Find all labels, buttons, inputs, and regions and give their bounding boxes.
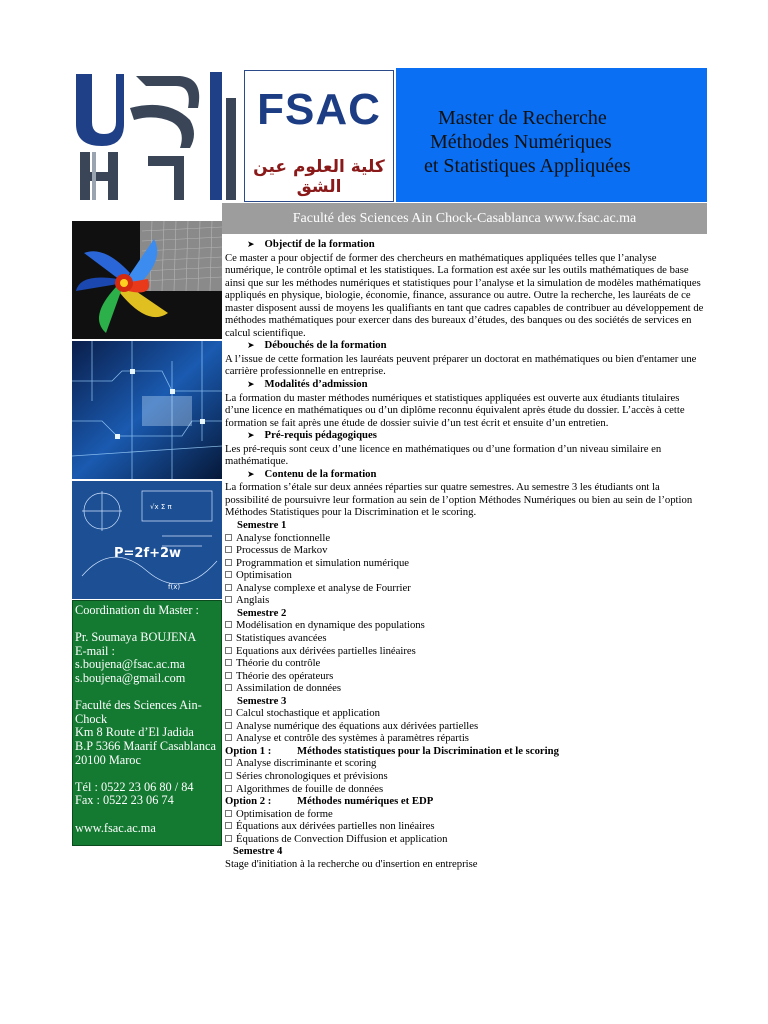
address-line-3: 20100 Maroc (75, 752, 141, 767)
checkbox-icon (225, 621, 232, 628)
section-heading-objectif: ➤ Objectif de la formation (247, 238, 375, 250)
title-line-2: Méthodes Numériques (430, 131, 612, 153)
email-label: E-mail : (75, 643, 115, 658)
checkbox-icon (225, 559, 232, 566)
checkbox-icon (225, 596, 232, 603)
course-item: Analyse et contrôle des systèmes à paramètres répartis (225, 732, 705, 745)
course-item: Théorie des opérateurs (225, 670, 705, 683)
course-item: Calcul stochastique et application (225, 707, 705, 720)
course-item: Assimilation de données (225, 682, 705, 695)
course-item: Analyse discriminante et scoring (225, 757, 705, 770)
checkbox-icon (225, 647, 232, 654)
checkbox-icon (225, 709, 232, 716)
phone-number: Tél : 0522 23 06 80 / 84 (75, 779, 194, 794)
semestre-2-title: Semestre 2 (237, 606, 287, 619)
checkbox-icon (225, 772, 232, 779)
section-heading-prerequis: ➤ Pré-requis pédagogiques (247, 429, 377, 442)
semestre-1-title: Semestre 1 (237, 519, 287, 532)
course-item: Statistiques avancées (225, 632, 705, 645)
course-item: Analyse complexe et analyse de Fourrier (225, 582, 705, 595)
option-2-heading: Option 2 : Méthodes numériques et EDP (225, 795, 434, 808)
address-faculty-1: Faculté des Sciences Ain- (75, 698, 202, 713)
checkbox-icon (225, 734, 232, 741)
checkbox-icon (225, 571, 232, 578)
checkbox-icon (225, 822, 232, 829)
title-line-3: et Statistiques Appliquées (424, 155, 631, 177)
uh-logo-icon (72, 68, 242, 204)
checkbox-icon (225, 634, 232, 641)
option-1-heading: Option 1 : Méthodes statistiques pour la Discrimination et le scoring (225, 744, 559, 757)
course-item: Optimisation (225, 569, 705, 582)
course-item: Processus de Markov (225, 544, 705, 557)
address-line-2: B.P 5366 Maarif Casablanca (75, 738, 216, 753)
section-heading-contenu: ➤ Contenu de la formation (247, 467, 377, 480)
section-text-contenu: La formation s’étale sur deux années réparties sur quatre semestres. Au semestre 3 les étudiants ont la possibilité de poursuivre leur formation au sein de l’option Méthodes Numériques ou bien au sein de l’option Méthodes Statistiques pour la Discrimination et le scoring. (225, 481, 693, 519)
svg-text:f(x): f(x) (168, 583, 181, 591)
checkbox-icon (225, 835, 232, 842)
course-item: Programmation et simulation numérique (225, 557, 705, 570)
coordination-title: Coordination du Master : (75, 603, 199, 617)
university-logo (72, 68, 242, 204)
fsac-logo (244, 70, 394, 202)
checkbox-icon (225, 810, 232, 817)
faculty-banner: Faculté des Sciences Ain Chock-Casablanca www.fsac.ac.ma (222, 203, 707, 234)
address-line-1: Km 8 Route d’El Jadida (75, 725, 194, 740)
checkbox-icon (225, 672, 232, 679)
course-item: Équations de Convection Diffusion et application (225, 833, 705, 846)
checkbox-icon (225, 785, 232, 792)
address-faculty-2: Chock (75, 711, 108, 726)
section-text-objectif: Ce master a pour objectif de former des chercheurs en mathématiques appliquées telles que l’analyse numérique, le contrôle optimal et les statistiques. La formation est axée sur les outils mathématiques de base ainsi que sur les méthodes numériques et statistiques pour l’analyse et la simulation de modèles mathématiques appliqués en physique, biologie, économie, finance, assurance ou autre. Outre la recherche, les lauréats de ce master disposent aussi de moyens les qualifiants en tant que cadres capables de contribuer au développement de méthodes mathématiques pour exercer dans des bureaux d’études, des banques ou des sociétés de services en calcul scientifique. (225, 251, 704, 339)
checkbox-icon (225, 659, 232, 666)
course-item: Analyse numérique des équations aux dérivées partielles (225, 720, 705, 733)
course-item: Equations aux dérivées partielles linéaires (225, 645, 705, 658)
math-formula-text: P=2f+2w (114, 546, 182, 561)
semestre-4-text: Stage d'initiation à la recherche ou d'insertion en entreprise (225, 857, 478, 870)
website-link[interactable]: www.fsac.ac.ma (75, 820, 156, 835)
main-content (225, 238, 705, 870)
email-link-2[interactable]: s.boujena@gmail.com (75, 670, 186, 685)
arrow-bullet-icon: ➤ (247, 469, 255, 480)
turbine-simulation-image (72, 221, 222, 339)
page-title (424, 106, 631, 178)
arrow-bullet-icon: ➤ (247, 431, 255, 442)
course-item: Algorithmes de fouille de données (225, 783, 705, 796)
checkbox-icon (225, 534, 232, 541)
semestre-4-title: Semestre 4 (233, 845, 283, 858)
checkbox-icon (225, 759, 232, 766)
course-item: Théorie du contrôle (225, 657, 705, 670)
section-heading-modalites: ➤ Modalités d’admission (247, 378, 368, 391)
coordinator-name: Pr. Soumaya BOUJENA (75, 630, 197, 645)
svg-text:√x Σ π: √x Σ π (150, 503, 172, 511)
circuit-data-image (72, 341, 222, 479)
course-item: Modélisation en dynamique des populations (225, 619, 705, 632)
coordination-box (72, 600, 222, 846)
semestre-3-title: Semestre 3 (237, 694, 287, 707)
title-banner (396, 68, 707, 202)
checkbox-icon (225, 546, 232, 553)
fsac-logo-title: FSAC (257, 85, 381, 134)
checkbox-icon (225, 584, 232, 591)
course-item: Séries chronologiques et prévisions (225, 770, 705, 783)
math-formula-image (72, 481, 222, 599)
section-text-prerequis: Les pré-requis sont ceux d’une licence en mathématiques ou d’une formation d’un niveau similaire en mathématique. (225, 442, 662, 468)
fax-number: Fax : 0522 23 06 74 (75, 793, 174, 808)
fsac-logo-arabic: كلية العلوم عين الشق (253, 157, 385, 197)
checkbox-icon (225, 722, 232, 729)
course-item: Équations aux dérivées partielles non linéaires (225, 820, 705, 833)
arrow-bullet-icon: ➤ (247, 240, 255, 250)
email-link-1[interactable]: s.boujena@fsac.ac.ma (75, 657, 185, 672)
arrow-bullet-icon: ➤ (247, 380, 255, 391)
course-item: Anglais (225, 594, 705, 607)
checkbox-icon (225, 684, 232, 691)
section-text-debouches: A l’issue de cette formation les lauréats peuvent préparer un doctorat en mathématiques ou bien d'entamer une carrière professionnelle en entreprise. (225, 352, 697, 378)
section-heading-debouches: ➤ Débouchés de la formation (247, 339, 387, 352)
section-text-modalites: La formation du master méthodes numériques et statistiques appliquées est ouverte aux étudiants titulaires d’une licence en mathématiques ou d’un diplôme reconnu équivalent après étude du dossier. L’accès à cette formation se fait après une étude de dossier suivie d’un test écrit et ensuite d’un entretien. (225, 391, 685, 429)
arrow-bullet-icon: ➤ (247, 341, 255, 352)
course-item: Optimisation de forme (225, 808, 705, 821)
title-line-1: Master de Recherche (438, 107, 607, 129)
course-item: Analyse fonctionnelle (225, 532, 705, 545)
